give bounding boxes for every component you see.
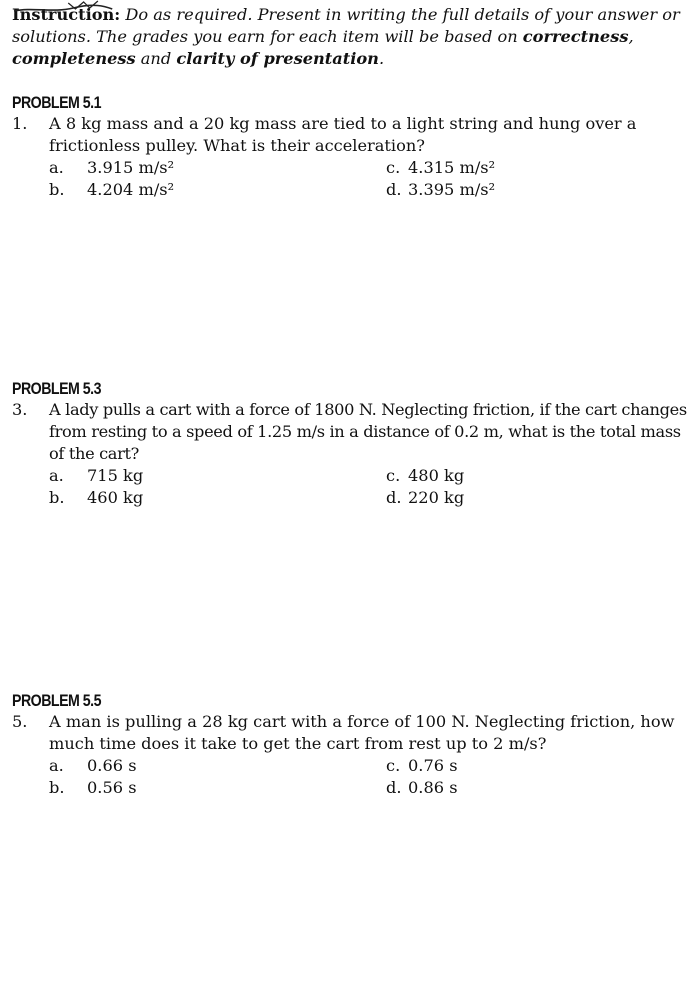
choice-d (386, 179, 495, 201)
instruction-text-3: and (135, 49, 177, 68)
choice-letter: d. (386, 488, 402, 507)
instruction-bold-clarity: clarity of presentation (176, 49, 379, 68)
choice-d (386, 777, 458, 799)
choice-letter: a. (49, 158, 64, 177)
question-number: 3. (12, 400, 28, 419)
choice-letter: c. (386, 158, 401, 177)
choice-letter: c. (386, 466, 401, 485)
choice-a (49, 465, 143, 487)
instruction-bold-completeness: completeness (12, 49, 136, 68)
question-number: 5. (12, 712, 28, 731)
choice-a (49, 755, 137, 777)
choice-value: 715 kg (87, 466, 144, 485)
problem-title: PROBLEM 5.1 (12, 94, 101, 112)
choice-a (49, 157, 174, 179)
choice-letter: d. (386, 778, 402, 797)
instruction-text-4: . (378, 49, 385, 68)
choice-value: 480 kg (408, 466, 465, 485)
choice-list (12, 465, 692, 509)
question-text: A lady pulls a cart with a force of 1800 N. Neglecting friction, if the cart changes from resting to a speed of 1.25 m/s in a distance of 0.2 m, what is the total mass of the cart? (49, 400, 687, 463)
choice-value: 460 kg (87, 488, 144, 507)
choice-letter: a. (49, 466, 64, 485)
problem-5-1 (12, 93, 692, 201)
choice-letter: c. (386, 756, 401, 775)
choice-value: 0.66 s (87, 756, 137, 775)
choice-letter: b. (49, 488, 65, 507)
choice-value: 0.56 s (87, 778, 137, 797)
choice-value: 4.315 m/s² (408, 158, 496, 177)
choice-c (386, 465, 464, 487)
problem-title: PROBLEM 5.5 (12, 692, 101, 710)
instruction-bold-correctness: correctness (522, 27, 629, 46)
instruction-paragraph (12, 4, 688, 70)
choice-c (386, 157, 495, 179)
question-text: A 8 kg mass and a 20 kg mass are tied to a light string and hung over a frictionless pulley. What is their acceleration? (49, 114, 637, 155)
question (12, 113, 692, 157)
problem-5-5 (12, 691, 692, 799)
instruction-colon: : (114, 5, 121, 24)
question (12, 711, 692, 755)
instruction-text-2: , (628, 27, 634, 46)
problem-5-3 (12, 379, 692, 509)
question-number: 1. (12, 114, 28, 133)
problem-title: PROBLEM 5.3 (12, 380, 101, 398)
choice-letter: b. (49, 180, 65, 199)
choice-letter: d. (386, 180, 402, 199)
choice-b (49, 777, 137, 799)
question-text: A man is pulling a 28 kg cart with a force of 100 N. Neglecting friction, how much time does it take to get the cart from rest up to 2 m/s? (49, 712, 675, 753)
question (12, 399, 692, 465)
choice-d (386, 487, 464, 509)
choice-b (49, 487, 143, 509)
choice-value: 3.915 m/s² (87, 158, 175, 177)
choice-letter: a. (49, 756, 64, 775)
choice-letter: b. (49, 778, 65, 797)
instruction-text-1: Do as required. Present in writing the full details of your answer or solutions. The grades you earn for each item will be based on (12, 5, 680, 46)
choice-value: 3.395 m/s² (408, 180, 496, 199)
instruction-label (12, 5, 114, 24)
choice-b (49, 179, 174, 201)
choice-list (12, 755, 692, 799)
instruction-label-text: Instruction (12, 5, 115, 24)
choice-value: 220 kg (408, 488, 465, 507)
choice-c (386, 755, 458, 777)
choice-value: 0.76 s (408, 756, 458, 775)
choice-list (12, 157, 692, 201)
choice-value: 0.86 s (408, 778, 458, 797)
choice-value: 4.204 m/s² (87, 180, 175, 199)
